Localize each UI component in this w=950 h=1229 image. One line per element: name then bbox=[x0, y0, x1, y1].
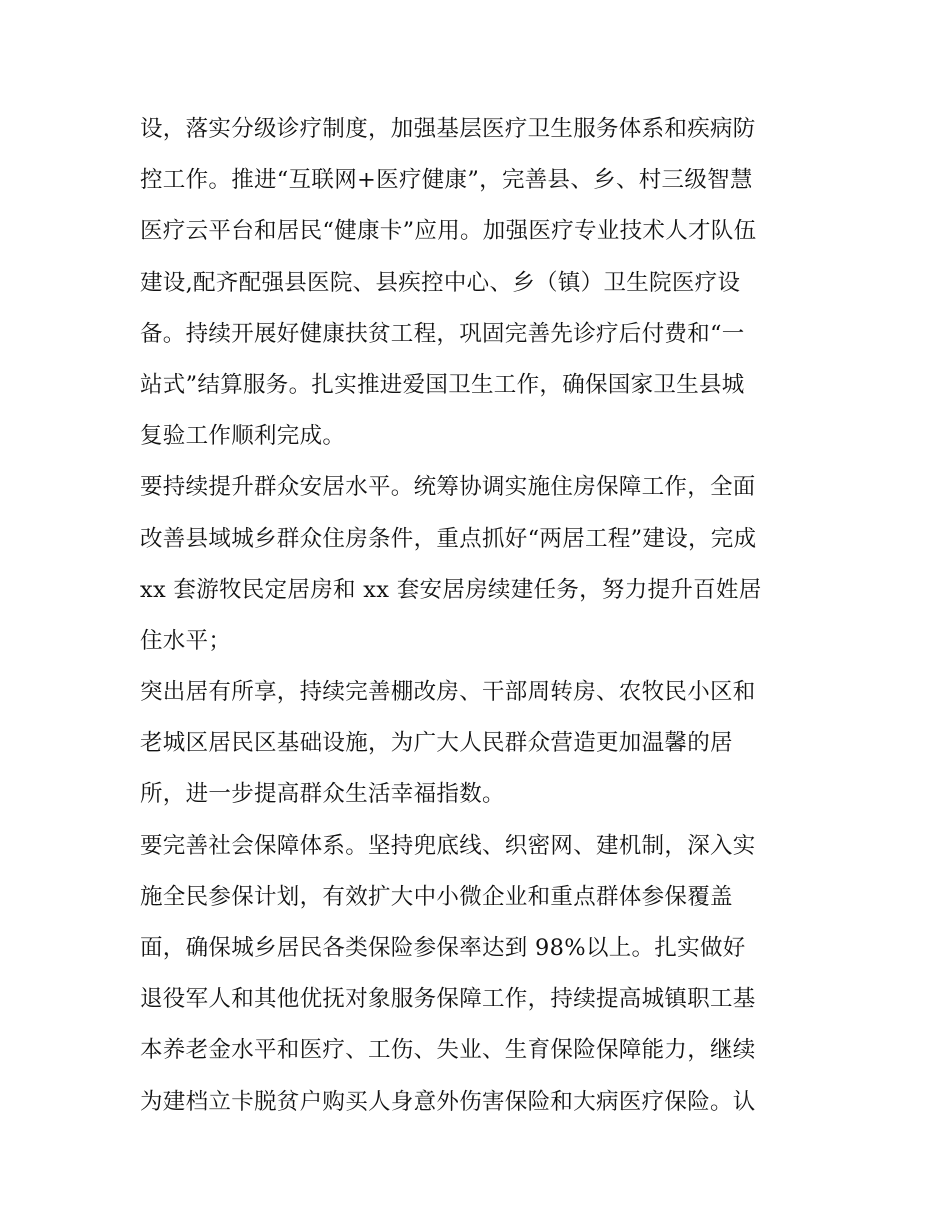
text-line: 所，进一步提高群众生活幸福指数。 bbox=[140, 781, 505, 808]
text-line: 设，落实分级诊疗制度，加强基层医疗卫生服务体系和疾病防 bbox=[140, 116, 756, 142]
text-line: 复验工作顺利完成。 bbox=[140, 423, 346, 450]
text-line: 站式”结算服务。扎实推进爱国卫生工作，确保国家卫生县城 bbox=[140, 371, 745, 398]
text-line: 控工作。推进“互联网+医疗健康”，完善县、乡、村三级智慧 bbox=[140, 167, 753, 194]
body-text bbox=[140, 104, 820, 1128]
text-line: 住水平； bbox=[140, 627, 232, 654]
text-line: 本养老金水平和医疗、工伤、失业、生育保险保障能力，继续 bbox=[140, 1037, 756, 1064]
text-line: 退役军人和其他优抚对象服务保障工作，持续提高城镇职工基 bbox=[140, 986, 756, 1013]
text-line: 要完善社会保障体系。坚持兜底线、织密网、建机制，深入实 bbox=[140, 832, 756, 859]
text-line: 面，确保城乡居民各类保险参保率达到 98%以上。扎实做好 bbox=[140, 935, 746, 961]
text-line: 医疗云平台和居民“健康卡”应用。加强医疗专业技术人才队伍 bbox=[140, 218, 757, 245]
text-line: 备。持续开展好健康扶贫工程，巩固完善先诊疗后付费和“一 bbox=[140, 320, 745, 347]
text-line: 建设,配齐配强县医院、县疾控中心、乡（镇）卫生院医疗设 bbox=[140, 269, 741, 296]
text-line: 改善县域城乡群众住房条件，重点抓好“两居工程”建设，完成 bbox=[140, 525, 757, 552]
text-line: 突出居有所享，持续完善棚改房、干部周转房、农牧民小区和 bbox=[140, 679, 756, 706]
text-line: 老城区居民区基础设施，为广大人民群众营造更加温馨的居 bbox=[140, 730, 733, 757]
text-line: 为建档立卡脱贫户购买人身意外伤害保险和大病医疗保险。认 bbox=[140, 1088, 756, 1115]
text-line: xx 套游牧民定居房和 xx 套安居房续建任务，努力提升百姓居 bbox=[140, 576, 762, 603]
text-line: 施全民参保计划，有效扩大中小微企业和重点群体参保覆盖 bbox=[140, 883, 733, 910]
text-line: 要持续提升群众安居水平。统筹协调实施住房保障工作，全面 bbox=[140, 474, 756, 501]
